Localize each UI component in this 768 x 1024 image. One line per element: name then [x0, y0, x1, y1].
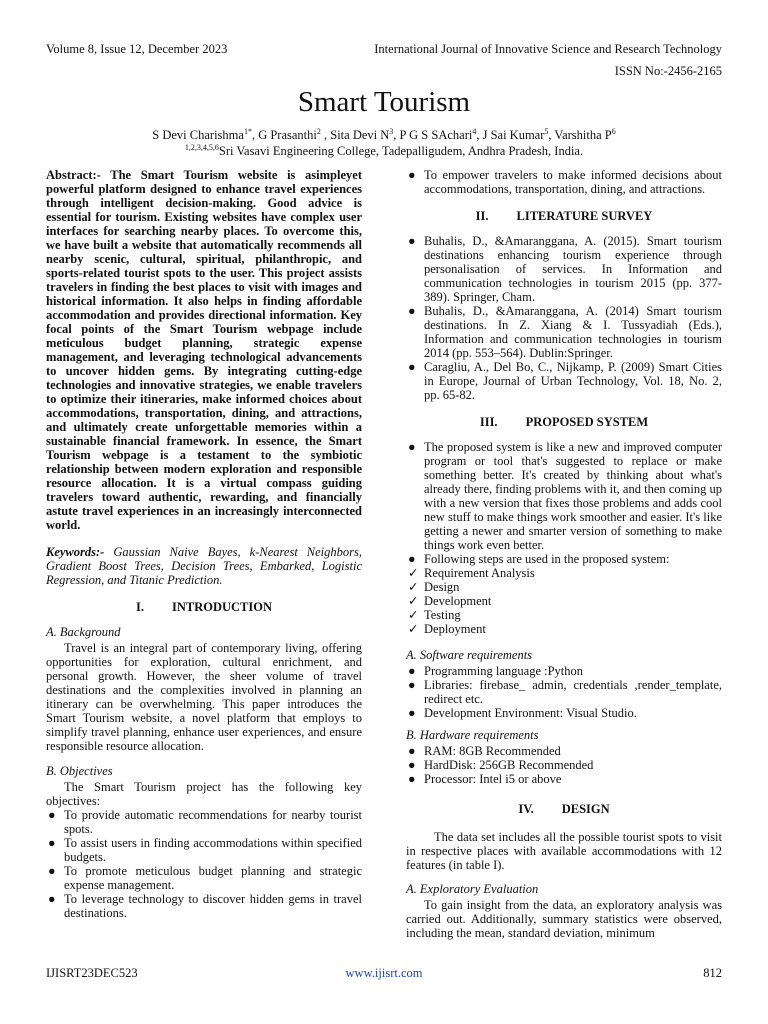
page-number: 812 — [703, 966, 722, 980]
bullet-icon: ● — [48, 864, 56, 878]
author-sup: 1* — [243, 126, 252, 136]
author-name: , G Prasanthi — [251, 128, 317, 142]
section-number: I. — [135, 600, 144, 614]
hardware-list — [406, 744, 722, 786]
list-item — [46, 808, 362, 836]
list-item — [406, 706, 722, 720]
paper-title: Smart Tourism — [297, 86, 471, 118]
list-item-text: Libraries: firebase_ admin, credentials ,render_template, redirect etc. — [424, 678, 722, 706]
author-sup: 2 — [316, 126, 321, 136]
list-item-text: Development Environment: Visual Studio. — [424, 706, 637, 720]
bullet-icon: ● — [48, 892, 56, 906]
author-sup: 3 — [389, 126, 394, 136]
bullet-icon: ● — [408, 552, 416, 566]
list-item — [46, 864, 362, 892]
left-column — [46, 168, 362, 920]
list-item-text: HardDisk: 256GB Recommended — [424, 758, 594, 772]
bullet-icon: ● — [48, 836, 56, 850]
keywords-label: Keywords:- — [46, 545, 105, 559]
design-text: The data set includes all the possible tourist spots to visit in respective places with available accommodations with 12 features (in table I). — [406, 830, 722, 872]
step-text: Deployment — [424, 622, 486, 636]
journal-name: International Journal of Innovative Science and Research Technology — [374, 42, 722, 56]
step-text: Development — [424, 594, 492, 608]
list-item — [406, 744, 722, 758]
right-column — [406, 168, 722, 940]
checkmark-icon: ✓ — [408, 566, 419, 580]
affiliation-sup: 1,2,3,4,5,6 — [184, 142, 219, 152]
subsection-background: A. Background — [46, 625, 121, 639]
section-heading-design — [406, 802, 722, 816]
journal-volume: Volume 8, Issue 12, December 2023 — [46, 42, 228, 56]
step-item — [406, 608, 722, 622]
list-item — [406, 440, 722, 552]
list-item-text: To assist users in finding accommodations within specified budgets. — [64, 836, 362, 864]
step-text: Requirement Analysis — [424, 566, 535, 580]
list-item — [406, 678, 722, 706]
reference-text: Caragliu, A., Del Bo, C., Nijkamp, P. (2009) Smart Cities in Europe, Journal of Urban Technology, Vol. 18, No. 2, pp. 65-82. — [424, 360, 722, 402]
objectives-list — [46, 808, 362, 920]
objectives-text: The Smart Tourism project has the following key objectives: — [46, 780, 362, 808]
reference-item — [406, 304, 722, 360]
bullet-icon: ● — [408, 234, 416, 248]
reference-text: Buhalis, D., &Amaranggana, A. (2014) Smart tourism destinations. In Z. Xiang & I. Tussyadiah (Eds.), Information and communication technologies in tourism 2014 (pp. 553–564). Dublin:Springer. — [424, 304, 722, 360]
author-list — [0, 128, 768, 142]
author-name: S Devi Charishma — [152, 128, 244, 142]
step-item — [406, 594, 722, 608]
journal-website — [0, 966, 768, 981]
list-item-text: To promote meticulous budget planning and strategic expense management. — [64, 864, 362, 892]
step-item — [406, 566, 722, 580]
list-item — [406, 772, 722, 786]
bullet-icon: ● — [408, 772, 416, 786]
list-item-text: To leverage technology to discover hidden gems in travel destinations. — [64, 892, 362, 920]
bullet-icon: ● — [408, 706, 416, 720]
bullet-icon: ● — [408, 758, 416, 772]
issn: ISSN No:-2456-2165 — [614, 64, 722, 78]
section-number: II. — [475, 209, 489, 223]
list-item-text: Processor: Intel i5 or above — [424, 772, 562, 786]
section-heading-introduction — [46, 600, 362, 614]
list-item-text: The proposed system is like a new and improved computer program or tool that's suggested to replace or make something better. It's created by thinking about what's already there, finding problems with it, and then coming up with a new version that fixes those problems and adds cool new stuff to make things work smoother and easier. It's like getting a newer and smarter version of something to make things work even better. — [424, 440, 722, 552]
background-text: Travel is an integral part of contemporary living, offering opportunities for exploration, cultural enrichment, and personal growth. However, the sheer volume of travel destinations and the complexities involved in planning an itinerary can be overwhelming. This paper introduces the Smart Tourism website, a novel platform that employs to simplify travel planning, enhance user experiences, and ensure responsible resource allocation. — [46, 641, 362, 753]
author-sup: 4 — [472, 126, 477, 136]
section-title: PROPOSED SYSTEM — [525, 415, 649, 429]
checkmark-icon: ✓ — [408, 622, 419, 636]
list-item — [406, 758, 722, 772]
bullet-icon: ● — [408, 168, 416, 182]
proposed-list — [406, 440, 722, 566]
objectives-list-continued — [406, 168, 722, 196]
checkmark-icon: ✓ — [408, 580, 419, 594]
subsection-hardware: B. Hardware requirements — [406, 728, 539, 742]
author-name: , Sita Devi N — [320, 128, 390, 142]
section-number: IV. — [518, 802, 534, 816]
author-name: , Varshitha P — [548, 128, 612, 142]
keywords-text: Gaussian Naive Bayes, k-Nearest Neighbors, Gradient Boost Trees, Decision Trees, Embarked, Logistic Regression, and Titanic Prediction. — [46, 545, 362, 587]
author-sup: 6 — [611, 126, 616, 136]
list-item — [406, 168, 722, 196]
list-item — [46, 836, 362, 864]
list-item-text: Programming language :Python — [424, 664, 584, 678]
step-text: Design — [424, 580, 460, 594]
subsection-exploratory: A. Exploratory Evaluation — [406, 882, 539, 896]
author-name: , P G S SAchari — [393, 128, 473, 142]
affiliation-text: Sri Vasavi Engineering College, Tadepalligudem, Andhra Pradesh, India. — [218, 144, 584, 158]
section-title: LITERATURE SURVEY — [516, 209, 653, 223]
section-heading-literature — [406, 209, 722, 223]
bullet-icon: ● — [408, 678, 416, 692]
reference-text: Buhalis, D., &Amaranggana, A. (2015). Smart tourism destinations enhancing tourism experience through personalisation of services. In Information and communication technologies in tourism 2015 (pp. 377-389). Springer, Cham. — [424, 234, 722, 304]
subsection-objectives: B. Objectives — [46, 764, 113, 778]
list-item-text: To empower travelers to make informed decisions about accommodations, transportation, dining, and attractions. — [424, 168, 722, 196]
checkmark-icon: ✓ — [408, 594, 419, 608]
reference-item — [406, 234, 722, 304]
list-item — [406, 552, 722, 566]
list-item-text: To provide automatic recommendations for nearby tourist spots. — [64, 808, 362, 836]
list-item-text: RAM: 8GB Recommended — [424, 744, 561, 758]
software-list — [406, 664, 722, 720]
step-text: Testing — [424, 608, 461, 622]
exploratory-text: To gain insight from the data, an exploratory analysis was carried out. Additionally, summary statistics were observed, including the mean, standard deviation, minimum — [406, 898, 722, 940]
bullet-icon: ● — [408, 440, 416, 454]
author-sup: 5 — [544, 126, 549, 136]
subsection-software: A. Software requirements — [406, 648, 533, 662]
list-item — [406, 664, 722, 678]
section-title: DESIGN — [561, 802, 610, 816]
bullet-icon: ● — [48, 808, 56, 822]
paper-id: IJISRT23DEC523 — [46, 966, 138, 980]
bullet-icon: ● — [408, 744, 416, 758]
checkmark-icon: ✓ — [408, 608, 419, 622]
author-name: , J Sai Kumar — [476, 128, 545, 142]
bullet-icon: ● — [408, 360, 416, 374]
affiliation — [0, 144, 768, 158]
step-item — [406, 580, 722, 594]
abstract: Abstract:- The Smart Tourism website is asimpleyet powerful platform designed to enhance travel experiences through intelligent decision-making. Good advice is essential for tourism. Existing websites have complex user interfaces for searching nearby places. To overcome this, we have built a website that automatically recommends all nearby scenic, cultural, spiritual, philanthropic, and sports-related tourist spots to the user. This project assists travelers in finding the best places to visit with images and historical information. It also helps in finding affordable accommodation and provides directional information. Key focal points of the Smart Tourism webpage include meticulous budget planning, strategic expense management, and leveraging technological advancements to uncover hidden gems. By integrating cutting-edge technologies and innovative strategies, we enable travelers to optimize their itineraries, make informed choices about accommodations, transportation, dining, and attractions, and ultimately create unforgettable memories within a sustainable financial framework. In essence, the Smart Tourism webpage is a testament to the symbiotic relationship between modern exploration and responsible resource allocation. It is a virtual compass guiding travelers toward authentic, rewarding, and financially astute travel experiences in an increasingly interconnected world. — [46, 168, 362, 532]
reference-item — [406, 360, 722, 402]
section-title: INTRODUCTION — [171, 600, 272, 614]
bullet-icon: ● — [408, 304, 416, 318]
section-number: III. — [479, 415, 498, 429]
steps-list — [406, 566, 722, 636]
list-item-text: Following steps are used in the proposed system: — [424, 552, 670, 566]
step-item — [406, 622, 722, 636]
bullet-icon: ● — [408, 664, 416, 678]
reference-list — [406, 234, 722, 402]
list-item — [46, 892, 362, 920]
website-link[interactable]: www.ijisrt.com — [345, 966, 423, 980]
keywords — [46, 545, 362, 587]
section-heading-proposed — [406, 415, 722, 429]
